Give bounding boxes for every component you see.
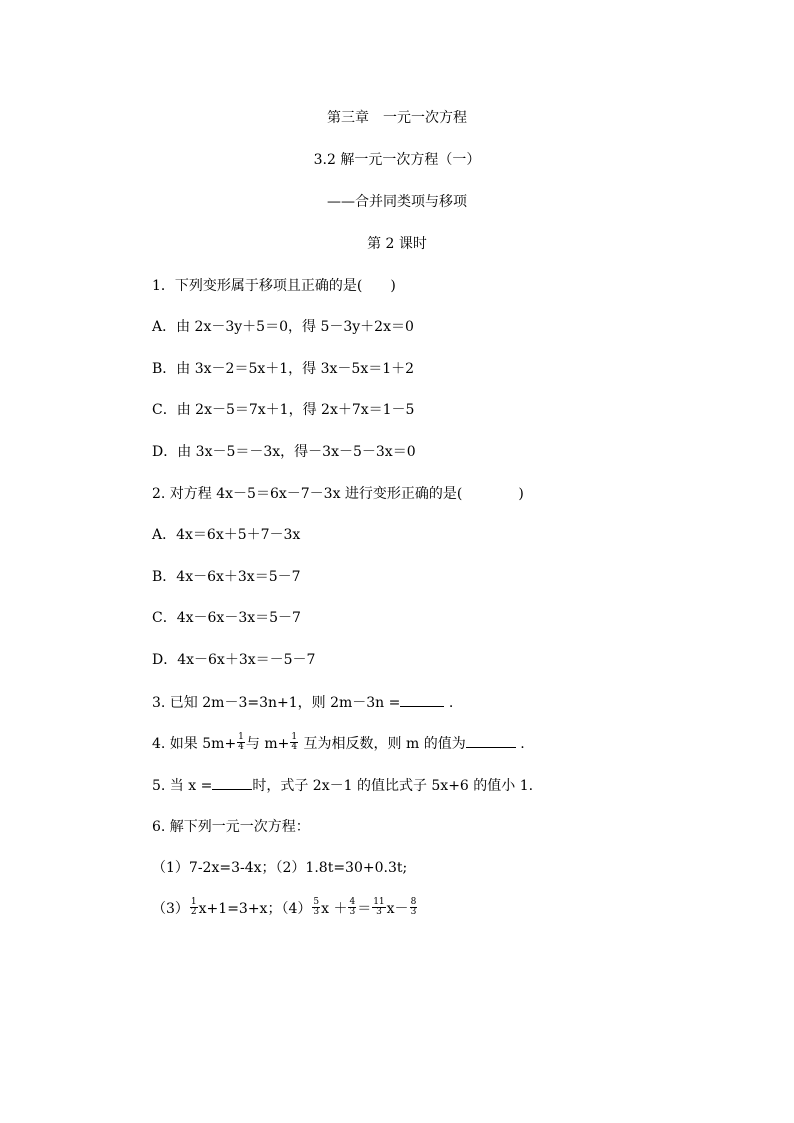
- fraction-one-quarter: [237, 733, 245, 752]
- answer-blank-5: [212, 775, 252, 790]
- section-title: 3.2 解一元一次方程（一）: [313, 152, 481, 168]
- sub-question-3-text: x+1=3+x；（4）: [198, 901, 312, 917]
- question-2-option-d: D．4x－6x＋3x＝－5－7: [152, 652, 316, 668]
- sub-question-4-text-1: x ＋: [321, 901, 348, 917]
- question-2-option-a: A．4x＝6x＋5＋7－3x: [152, 527, 301, 543]
- question-5-text-2: 时，式子 2x－1 的值比式子 5x+6 的值小 1.: [252, 778, 534, 794]
- answer-blank-4: [466, 733, 516, 748]
- lesson-label: 第 2 课时: [367, 236, 427, 252]
- question-3-end: .: [444, 695, 454, 711]
- sub-question-4-text-2: x－: [386, 901, 409, 917]
- question-6-row-1: （1）7-2x=3-4x；（2）1.8t=30+0.3t;: [152, 860, 408, 876]
- question-1-option-d: D．由 3x－5＝－3x，得－3x－5－3x＝0: [152, 444, 416, 460]
- answer-blank-3: [400, 692, 444, 707]
- question-4-text-3: 互为相反数，则 m 的值为: [299, 736, 466, 752]
- section-subtitle: ——合并同类项与移项: [327, 194, 467, 210]
- question-2-option-b: B．4x－6x＋3x＝5－7: [152, 569, 301, 585]
- question-4: [152, 733, 525, 754]
- fraction-numerator: 1: [190, 896, 197, 907]
- question-5-text-1: 5. 当 x =: [152, 778, 213, 794]
- question-2-stem: 2. 对方程 4x－5＝6x－7－3x 进行变形正确的是( ): [152, 486, 524, 502]
- question-4-end: .: [515, 736, 525, 752]
- fraction-denominator: 3: [349, 906, 356, 917]
- question-4-text-2: 与 m+: [245, 736, 290, 752]
- fraction-eight-thirds: [410, 898, 418, 917]
- question-1-stem: 1．下列变形属于移项且正确的是( ): [152, 278, 396, 294]
- fraction-numerator: 1: [291, 731, 298, 742]
- question-1-option-a: A．由 2x－3y＋5＝0，得 5－3y＋2x＝0: [152, 319, 414, 335]
- question-5: [152, 775, 533, 796]
- fraction-five-thirds: [312, 898, 320, 917]
- fraction-denominator: 4: [238, 741, 244, 752]
- fraction-eleven-thirds: [372, 898, 385, 917]
- fraction-denominator: 3: [313, 906, 320, 917]
- question-3-text: 3. 已知 2m－3=3n+1，则 2m－3n =: [152, 695, 401, 711]
- fraction-denominator: 4: [291, 741, 298, 752]
- fraction-denominator: 3: [376, 906, 382, 917]
- question-6-row-2: [152, 896, 418, 919]
- sub-question-3-label: （3）: [152, 901, 189, 917]
- question-1-option-b: B．由 3x－2＝5x＋1，得 3x－5x＝1＋2: [152, 361, 415, 377]
- fraction-numerator: 4: [349, 896, 356, 907]
- fraction-numerator: 8: [410, 896, 417, 907]
- fraction-denominator: 3: [410, 906, 417, 917]
- question-3: [152, 692, 453, 713]
- fraction-numerator: 5: [313, 896, 320, 907]
- fraction-denominator: 2: [190, 906, 197, 917]
- equals-sign: ＝: [357, 901, 372, 917]
- fraction-one-half: [190, 898, 198, 917]
- fraction-one-quarter-2: [290, 733, 298, 752]
- chapter-title: 第三章 一元一次方程: [327, 110, 467, 126]
- fraction-numerator: 11: [373, 896, 385, 907]
- fraction-numerator: 1: [238, 731, 244, 742]
- question-6-stem: 6. 解下列一元一次方程：: [152, 819, 310, 835]
- question-1-option-c: C．由 2x－5＝7x＋1，得 2x＋7x＝1－5: [152, 402, 415, 418]
- question-4-text-1: 4. 如果 5m+: [152, 736, 237, 752]
- question-2-option-c: C．4x－6x－3x＝5－7: [152, 610, 301, 626]
- fraction-four-thirds: [348, 898, 356, 917]
